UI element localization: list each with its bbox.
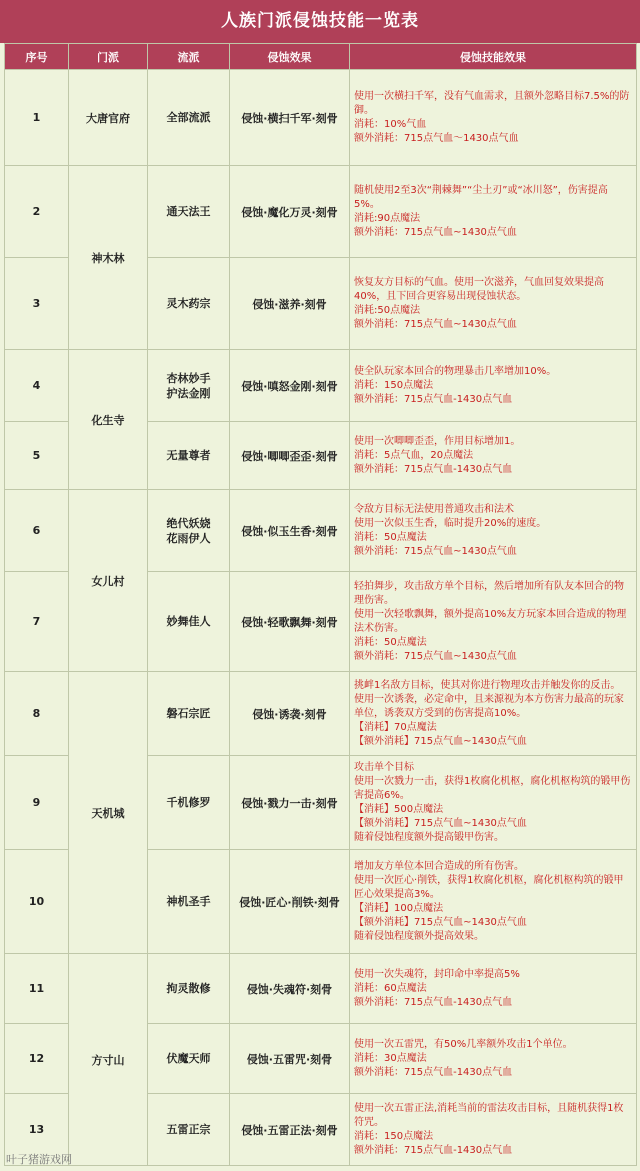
row-number: 5: [5, 422, 69, 490]
skill-description-line: 额外消耗：715点气血～1430点气血: [354, 132, 519, 144]
skill-description: [350, 1024, 637, 1094]
skill-description-line: 使用一次横扫千军，没有气血需求，且额外忽略目标7.5%的防御。: [354, 90, 630, 116]
skill-description-line: 额外消耗：715点气血-1430点气血: [354, 1144, 513, 1156]
erosion-effect: 侵蚀·嗔怒金刚·刻骨: [230, 350, 350, 422]
skill-description-line: 【额外消耗】715点气血~1430点气血: [354, 735, 527, 747]
table-row: [5, 954, 637, 1024]
school-name-line: 护法金刚: [166, 386, 211, 400]
skill-description-line: 使用一次五雷正法,消耗当前的雷法攻击目标，且随机获得1枚符咒。: [354, 1102, 624, 1128]
skill-description-line: 使全队玩家本回合的物理暴击几率增加10%。: [354, 365, 557, 377]
row-number: 2: [5, 166, 69, 258]
school-name-line: 拘灵散修: [166, 982, 211, 995]
skill-description-line: 使用一次似玉生香，临时提升20%的速度。: [354, 517, 547, 529]
skill-description-line: 使用一次匠心·削铁，获得1枚腐化机枢，腐化机枢构筑的锻甲匠心效果提高3%。: [354, 874, 624, 900]
erosion-effect: 侵蚀·诱袭·刻骨: [230, 672, 350, 756]
row-number: 1: [5, 70, 69, 166]
school-name: [148, 258, 230, 350]
school-name-line: 妙舞佳人: [166, 615, 211, 628]
skill-description-line: 恢复友方目标的气血。使用一次滋养，气血回复效果提高40%，且下回合更容易出现侵蚀状态。: [354, 276, 604, 302]
row-number: 9: [5, 756, 69, 850]
skill-description-line: 【额外消耗】715点气血~1430点气血: [354, 916, 527, 928]
row-number: 3: [5, 258, 69, 350]
skill-description-line: 额外消耗：715点气血~1430点气血: [354, 318, 517, 330]
skill-description-line: 消耗：50点魔法: [354, 636, 427, 648]
skill-description-line: 消耗：30点魔法: [354, 1052, 427, 1064]
skill-table: [4, 43, 637, 1166]
school-name: [148, 954, 230, 1024]
erosion-effect: 侵蚀·失魂符·刻骨: [230, 954, 350, 1024]
skill-description-line: 令敌方目标无法使用普通攻击和法术: [354, 503, 514, 515]
sect-name: 天机城: [69, 672, 148, 954]
skill-description-line: 消耗:50点魔法: [354, 304, 421, 316]
table-row: [5, 350, 637, 422]
row-number: 13: [5, 1094, 69, 1166]
school-name-line: 千机修罗: [166, 796, 211, 809]
erosion-effect: 侵蚀·魔化万灵·刻骨: [230, 166, 350, 258]
school-name: [148, 850, 230, 954]
header-no: 序号: [5, 44, 69, 70]
erosion-effect: 侵蚀·似玉生香·刻骨: [230, 490, 350, 572]
skill-description-line: 使用一次唧唧歪歪，作用目标增加1。: [354, 435, 521, 447]
skill-description-line: 【消耗】70点魔法: [354, 721, 437, 733]
skill-description: [350, 490, 637, 572]
erosion-effect: 侵蚀·轻歌飘舞·刻骨: [230, 572, 350, 672]
skill-description-line: 随着侵蚀程度额外提高效果。: [354, 930, 484, 942]
sect-name: 大唐官府: [69, 70, 148, 166]
skill-description-line: 挑衅1名敌方目标，使其对你进行物理攻击并触发你的反击。: [354, 679, 621, 691]
header-skill-effect: 侵蚀技能效果: [350, 44, 637, 70]
row-number: 6: [5, 490, 69, 572]
school-name-line: 灵木药宗: [166, 297, 211, 310]
table-row: [5, 490, 637, 572]
skill-description: [350, 166, 637, 258]
skill-description: [350, 1094, 637, 1166]
skill-description-line: 额外消耗：715点气血~1430点气血: [354, 226, 517, 238]
skill-description-line: 消耗：50点魔法: [354, 531, 427, 543]
sect-name: 神木林: [69, 166, 148, 350]
skill-description: [350, 350, 637, 422]
skill-description: [350, 954, 637, 1024]
table-row: [5, 672, 637, 756]
skill-description-line: 消耗：5点气血，20点魔法: [354, 449, 474, 461]
skill-description-line: 【消耗】500点魔法: [354, 803, 444, 815]
erosion-effect: 侵蚀·唧唧歪歪·刻骨: [230, 422, 350, 490]
table-row: [5, 166, 637, 258]
row-number: 7: [5, 572, 69, 672]
skill-description-line: 额外消耗：715点气血-1430点气血: [354, 1066, 513, 1078]
school-name: [148, 572, 230, 672]
skill-description-line: 额外消耗：715点气血~1430点气血: [354, 545, 517, 557]
row-number: 8: [5, 672, 69, 756]
school-name: [148, 756, 230, 850]
school-name-line: 通天法王: [166, 205, 211, 218]
row-number: 12: [5, 1024, 69, 1094]
sect-name: 女儿村: [69, 490, 148, 672]
header-sect: 门派: [69, 44, 148, 70]
skill-description-line: 消耗：60点魔法: [354, 982, 427, 994]
skill-description-line: 消耗：150点魔法: [354, 1130, 434, 1142]
skill-description-line: 使用一次诱袭，必定命中，且来源视为本方伤害力最高的玩家单位，诱袭双方受到的伤害提高10%。: [354, 693, 624, 719]
skill-description-line: 随着侵蚀程度额外提高锻甲伤害。: [354, 831, 504, 843]
skill-description-line: 使用一次五雷咒，有50%几率额外攻击1个单位。: [354, 1038, 573, 1050]
school-name: [148, 166, 230, 258]
erosion-effect: 侵蚀·匠心·削铁·刻骨: [230, 850, 350, 954]
header-effect: 侵蚀效果: [230, 44, 350, 70]
school-name: [148, 1024, 230, 1094]
skill-description-line: 额外消耗：715点气血~1430点气血: [354, 650, 517, 662]
table-title: 人族门派侵蚀技能一览表: [0, 0, 640, 43]
skill-description-line: 额外消耗：715点气血-1430点气血: [354, 393, 513, 405]
skill-description: [350, 70, 637, 166]
skill-description-line: 使用一次轻歌飘舞，额外提高10%友方玩家本回合造成的物理法术伤害。: [354, 608, 627, 634]
skill-description: [350, 572, 637, 672]
school-name-line: 全部流派: [166, 111, 211, 124]
school-name-line: 五雷正宗: [166, 1123, 211, 1136]
skill-description: [350, 672, 637, 756]
school-name-line: 伏魔天师: [166, 1052, 211, 1065]
skill-description: [350, 258, 637, 350]
skill-description-line: 额外消耗：715点气血-1430点气血: [354, 996, 513, 1008]
skill-description-line: 额外消耗：715点气血-1430点气血: [354, 463, 513, 475]
skill-description-line: 消耗：10%气血: [354, 118, 427, 130]
erosion-effect: 侵蚀·五雷咒·刻骨: [230, 1024, 350, 1094]
row-number: 4: [5, 350, 69, 422]
skill-description-line: 消耗：150点魔法: [354, 379, 434, 391]
erosion-effect: 侵蚀·戮力一击·刻骨: [230, 756, 350, 850]
skill-description-line: 攻击单个目标: [354, 761, 414, 773]
school-name: [148, 1094, 230, 1166]
skill-description: [350, 756, 637, 850]
school-name: [148, 350, 230, 422]
school-name-line: 神机圣手: [166, 895, 211, 908]
erosion-effect: 侵蚀·五雷正法·刻骨: [230, 1094, 350, 1166]
school-name: [148, 490, 230, 572]
skill-description-line: 增加友方单位本回合造成的所有伤害。: [354, 860, 524, 872]
erosion-effect: 侵蚀·滋养·刻骨: [230, 258, 350, 350]
skill-description: [350, 422, 637, 490]
school-name: [148, 70, 230, 166]
row-number: 11: [5, 954, 69, 1024]
sect-name: 方寸山: [69, 954, 148, 1166]
skill-description-line: 【消耗】100点魔法: [354, 902, 444, 914]
school-name-line: 花雨伊人: [166, 531, 211, 545]
table-row: [5, 70, 637, 166]
school-name-line: 绝代妖娆: [166, 516, 211, 530]
skill-description-line: 轻拍舞步，攻击敌方单个目标，然后增加所有队友本回合的物理伤害。: [354, 580, 624, 606]
skill-description-line: 随机使用2至3次“荆棘舞”“尘土刃”或“冰川怒”，伤害提高5%。: [354, 184, 608, 210]
school-name: [148, 672, 230, 756]
school-name-line: 无量尊者: [166, 449, 211, 462]
school-name: [148, 422, 230, 490]
erosion-effect: 侵蚀·横扫千军·刻骨: [230, 70, 350, 166]
sect-name: 化生寺: [69, 350, 148, 490]
skill-description: [350, 850, 637, 954]
row-number: 10: [5, 850, 69, 954]
skill-description-line: 【额外消耗】715点气血~1430点气血: [354, 817, 527, 829]
school-name-line: 杏林妙手: [166, 371, 211, 385]
school-name-line: 磐石宗匠: [166, 707, 211, 720]
header-school: 流派: [148, 44, 230, 70]
site-watermark: 叶子猪游戏网: [6, 1153, 72, 1166]
skill-description-line: 使用一次戮力一击，获得1枚腐化机枢，腐化机枢构筑的锻甲伤害提高6%。: [354, 775, 631, 801]
skill-description-line: 消耗:90点魔法: [354, 212, 421, 224]
skill-description-line: 使用一次失魂符，封印命中率提高5%: [354, 968, 520, 980]
header-row: [5, 44, 637, 70]
